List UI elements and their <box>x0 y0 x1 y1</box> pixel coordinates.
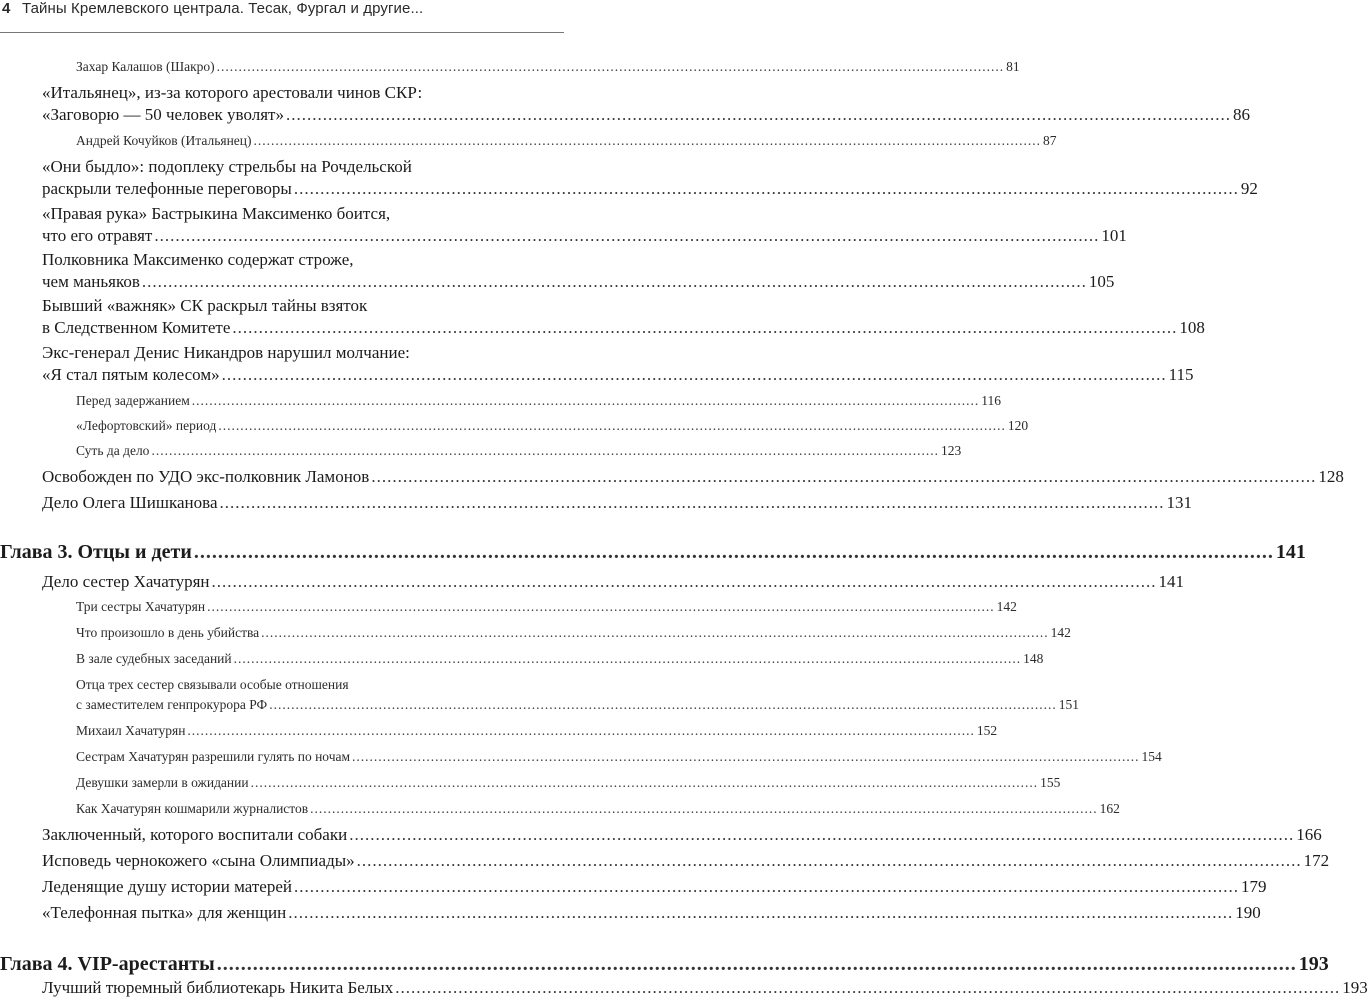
dot-leader: .................................................................................................................................................................................... <box>216 953 1297 975</box>
toc-entry <box>42 825 1322 845</box>
toc-entry <box>76 775 1061 791</box>
chapter-heading <box>0 541 1306 564</box>
dot-leader: .................................................................................................................................................................................... <box>395 978 1341 997</box>
toc-entry-title: Исповедь чернокожего «сына Олимпиады» <box>42 851 355 870</box>
toc-entry-title: Захар Калашов (Шакро) <box>76 59 215 74</box>
toc-entry-title: Михаил Хачатурян <box>76 723 186 738</box>
toc-entry-title-line1: «Итальянец», из-за которого арестовали чинов СКР: <box>42 83 423 102</box>
toc-entry-page: 128 <box>1318 467 1344 486</box>
toc-entry <box>76 418 1029 434</box>
toc-entry-page: 179 <box>1240 877 1267 896</box>
dot-leader: .................................................................................................................................................................................... <box>285 105 1231 124</box>
toc-entry-title-line1: «Они быдло»: подоплеку стрельбы на Рочдельской <box>42 157 412 176</box>
dot-leader: .................................................................................................................................................................................... <box>151 443 939 458</box>
dot-leader: .................................................................................................................................................................................... <box>232 318 1178 337</box>
toc-entry <box>76 443 962 459</box>
dot-leader: .................................................................................................................................................................................... <box>221 365 1167 384</box>
dot-leader: .................................................................................................................................................................................... <box>352 749 1140 764</box>
running-title: Тайны Кремлевского централа. Тесак, Фургал и другие... <box>22 0 424 17</box>
toc-entry-page: 151 <box>1058 697 1079 712</box>
dot-leader: .................................................................................................................................................................................... <box>288 903 1234 922</box>
dot-leader: .................................................................................................................................................................................... <box>207 599 995 614</box>
toc-entry-page: 155 <box>1040 775 1061 790</box>
toc-entry-title: «Я стал пятым колесом» <box>42 365 220 384</box>
dot-leader: .................................................................................................................................................................................... <box>310 801 1098 816</box>
dot-leader: .................................................................................................................................................................................... <box>219 493 1165 512</box>
toc-entry <box>42 365 1194 385</box>
dot-leader: .................................................................................................................................................................................... <box>211 572 1157 591</box>
toc-entry <box>42 493 1192 513</box>
toc-entry <box>42 467 1344 487</box>
dot-leader: .................................................................................................................................................................................... <box>216 59 1005 74</box>
toc-entry <box>76 697 1079 713</box>
toc-entry <box>42 179 1258 199</box>
toc-entry-page: 131 <box>1166 493 1192 512</box>
dot-leader: .................................................................................................................................................................................... <box>293 877 1239 896</box>
toc-entry <box>42 318 1205 338</box>
toc-entry-page: 154 <box>1141 749 1162 764</box>
toc-entry <box>76 599 1017 615</box>
toc-entry <box>42 978 1368 998</box>
dot-leader: .................................................................................................................................................................................... <box>218 418 1006 433</box>
toc-entry-title: Что произошло в день убийства <box>76 625 260 640</box>
toc-entry <box>42 105 1250 125</box>
toc-entry-title-line1: Экс-генерал Денис Никандров нарушил молчание: <box>42 343 410 362</box>
toc-entry-title: «Лефортовский» период <box>76 418 217 433</box>
toc-entry-page: 92 <box>1240 179 1258 198</box>
toc-entry-page: 172 <box>1303 851 1330 870</box>
dot-leader: .................................................................................................................................................................................... <box>233 651 1022 666</box>
dot-leader: .................................................................................................................................................................................... <box>191 393 980 408</box>
toc-entry <box>76 59 1020 75</box>
toc-entry-title: Девушки замерли в ожидании <box>76 775 249 790</box>
dot-leader: .................................................................................................................................................................................... <box>141 272 1087 291</box>
toc-entry <box>42 877 1267 897</box>
toc-entry-title: Дело сестер Хачатурян <box>42 572 210 591</box>
chapter-title: Глава 4. VIP-арестанты <box>0 953 215 975</box>
toc-entry-page: 101 <box>1101 226 1127 245</box>
toc-entry-title: Андрей Кочуйков (Итальянец) <box>76 133 252 148</box>
toc-entry <box>76 801 1120 817</box>
chapter-heading <box>0 953 1329 976</box>
toc-entry-title: Освобожден по УДО экс-полковник Ламонов <box>42 467 370 486</box>
dot-leader: .................................................................................................................................................................................... <box>154 226 1100 245</box>
toc-entry-title-line1: Полковника Максименко содержат строже, <box>42 250 354 269</box>
toc-entry-page: 81 <box>1006 59 1020 74</box>
page-number: 4 <box>2 0 11 17</box>
toc-entry <box>42 226 1127 246</box>
dot-leader: .................................................................................................................................................................................... <box>187 723 975 738</box>
toc-entry <box>42 572 1184 592</box>
toc-entry-page: 86 <box>1232 105 1250 124</box>
toc-entry <box>76 651 1044 667</box>
toc-entry-title-line1: Отца трех сестер связывали особые отношения <box>76 677 349 692</box>
toc-entry-page: 142 <box>996 599 1017 614</box>
toc-entry-title: с заместителем генпрокурора РФ <box>76 697 268 712</box>
dot-leader: .................................................................................................................................................................................... <box>371 467 1317 486</box>
toc-entry <box>76 749 1162 765</box>
toc-entry-page: 190 <box>1235 903 1261 922</box>
dot-leader: .................................................................................................................................................................................... <box>261 625 1049 640</box>
toc-entry-title: Три сестры Хачатурян <box>76 599 206 614</box>
toc-entry <box>42 851 1330 871</box>
toc-entry-title: что его отравят <box>42 226 153 245</box>
toc-entry-page: 87 <box>1043 133 1057 148</box>
toc-entry-page: 166 <box>1296 825 1322 844</box>
toc-entry-page: 123 <box>940 443 962 458</box>
toc-entry-title: Лучший тюремный библиотекарь Никита Белых <box>42 978 394 997</box>
toc-entry-title: Дело Олега Шишканова <box>42 493 218 512</box>
dot-leader: .................................................................................................................................................................................... <box>349 825 1295 844</box>
toc-entry-title: Леденящие душу истории матерей <box>42 877 292 896</box>
chapter-page: 193 <box>1298 953 1329 975</box>
toc-entry <box>76 393 1002 409</box>
toc-entry-page: 115 <box>1168 365 1194 384</box>
chapter-page: 141 <box>1275 541 1306 563</box>
toc-entry-title: Как Хачатурян кошмарили журналистов <box>76 801 309 816</box>
toc-entry-title: В зале судебных заседаний <box>76 651 232 666</box>
dot-leader: .................................................................................................................................................................................... <box>193 541 1274 563</box>
toc-entry-title: раскрыли телефонные переговоры <box>42 179 292 198</box>
toc-entry-title: Суть да дело <box>76 443 150 458</box>
toc-entry <box>76 625 1071 641</box>
toc-entry-page: 148 <box>1023 651 1044 666</box>
toc-entry-title-line1: Бывший «важняк» СК раскрыл тайны взяток <box>42 296 368 315</box>
dot-leader: .................................................................................................................................................................................... <box>253 133 1042 148</box>
toc-entry-page: 162 <box>1099 801 1120 816</box>
dot-leader: .................................................................................................................................................................................... <box>356 851 1302 870</box>
toc-entry-title: Сестрам Хачатурян разрешили гулять по ночам <box>76 749 351 764</box>
dot-leader: .................................................................................................................................................................................... <box>250 775 1039 790</box>
toc-entry-page: 142 <box>1050 625 1071 640</box>
chapter-title: Глава 3. Отцы и дети <box>0 541 192 563</box>
dot-leader: .................................................................................................................................................................................... <box>269 697 1057 712</box>
toc-entry-title: Заключенный, которого воспитали собаки <box>42 825 348 844</box>
toc-entry <box>76 133 1057 149</box>
toc-entry-title-line1: «Правая рука» Бастрыкина Максименко боится, <box>42 204 391 223</box>
toc-entry-title: «Заговорю — 50 человек уволят» <box>42 105 284 124</box>
toc-entry-page: 141 <box>1158 572 1184 591</box>
toc-entry-page: 105 <box>1088 272 1115 291</box>
toc-entry-page: 120 <box>1007 418 1029 433</box>
toc-entry <box>42 903 1261 923</box>
toc-entry-page: 152 <box>976 723 998 738</box>
toc-entry-title: Перед задержанием <box>76 393 190 408</box>
toc-entry <box>42 272 1115 292</box>
toc-entry-page: 193 <box>1342 978 1368 997</box>
toc-entry-title: «Телефонная пытка» для женщин <box>42 903 287 922</box>
toc-entry-page: 116 <box>981 393 1002 408</box>
toc-entry-title: в Следственном Комитете <box>42 318 231 337</box>
toc-entry-title: чем маньяков <box>42 272 140 291</box>
toc-entry <box>76 723 998 739</box>
toc-entry-page: 108 <box>1179 318 1205 337</box>
dot-leader: .................................................................................................................................................................................... <box>293 179 1239 198</box>
